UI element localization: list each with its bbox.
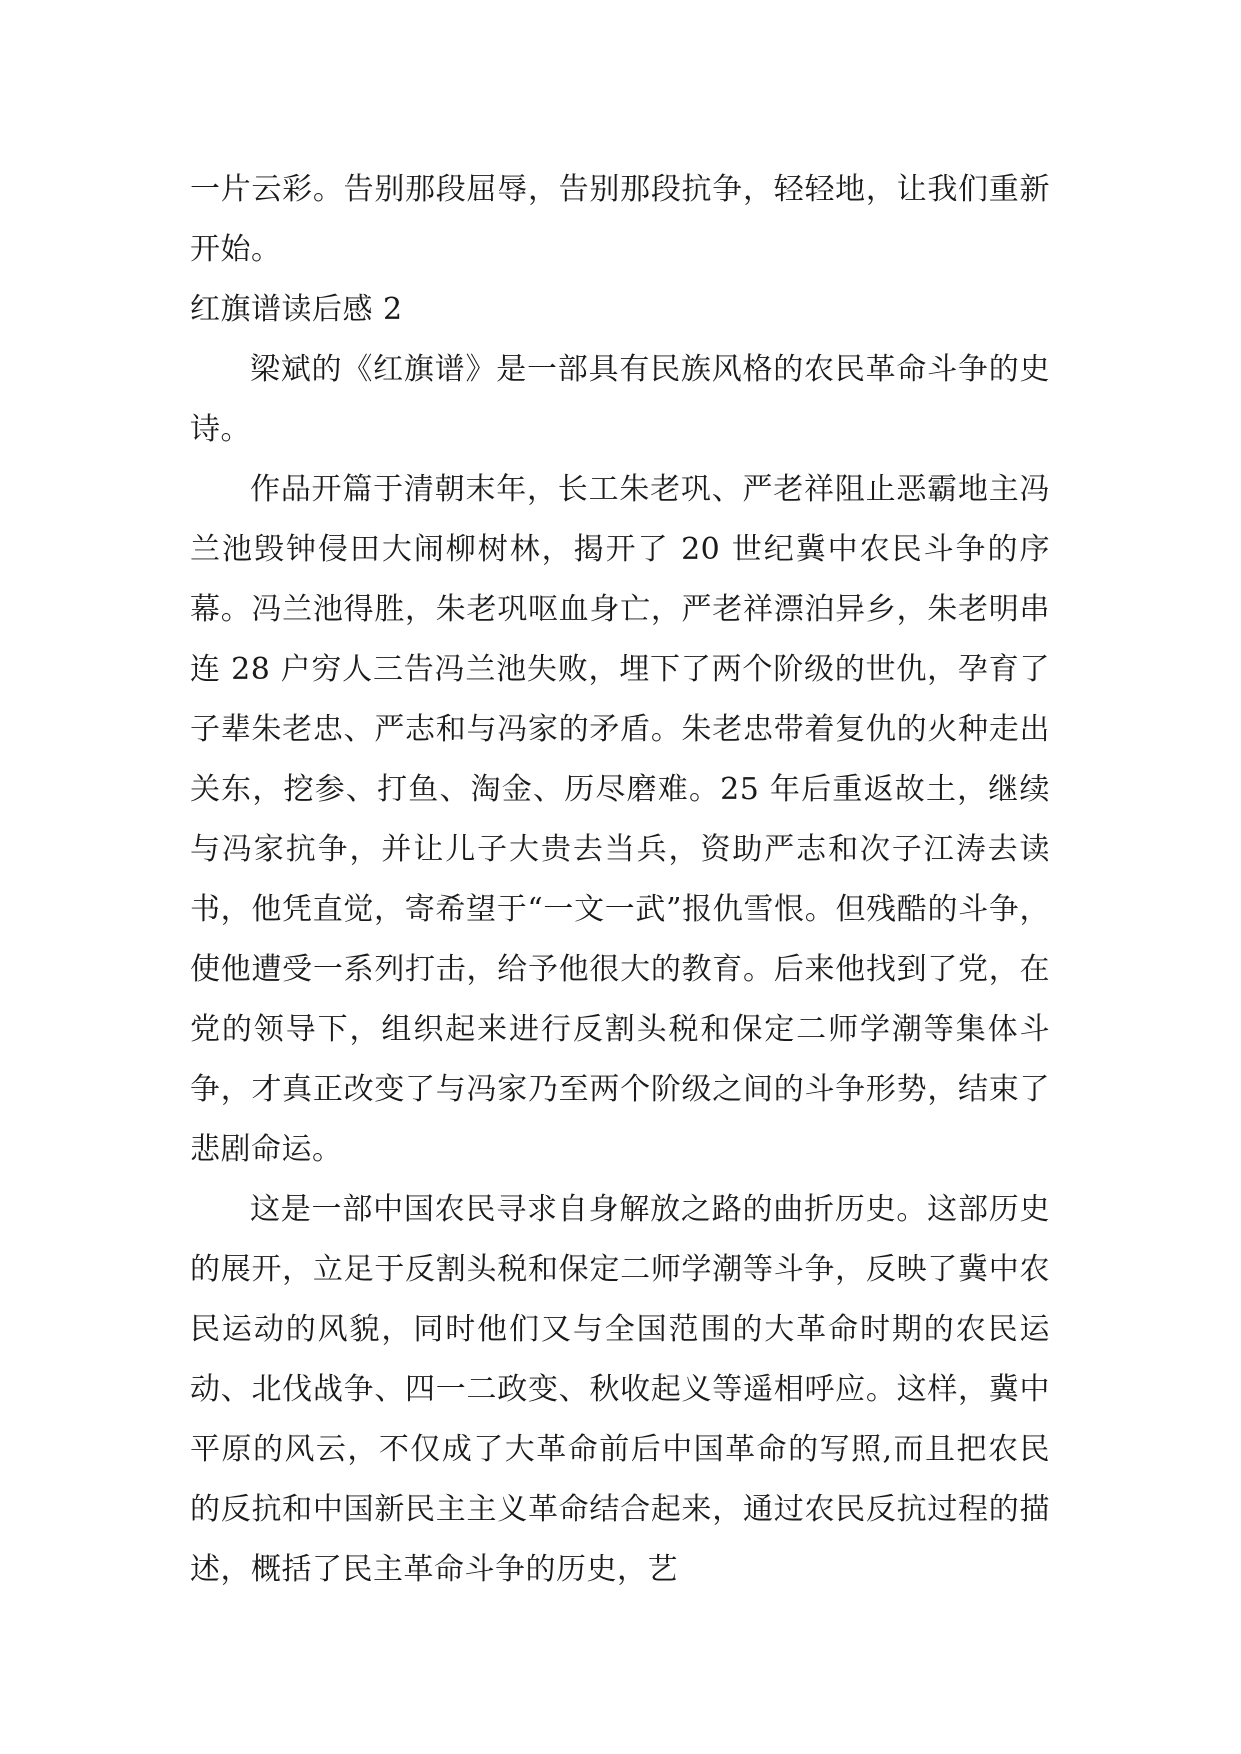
document-page xyxy=(190,160,1050,1600)
continuation-paragraph: 一片云彩。告别那段屈辱，告别那段抗争，轻轻地，让我们重新开始。 xyxy=(190,172,1050,267)
body-paragraph-3: 这是一部中国农民寻求自身解放之路的曲折历史。这部历史的展开，立足于反割头税和保定二师学潮等斗争，反映了冀中农民运动的风貌，同时他们又与全国范围的大革命时期的农民运动、北伐战争、四一二政变、秋收起义等遥相呼应。这样，冀中平原的风云，不仅成了大革命前后中国革命的写照,而且把农民的反抗和中国新民主主义革命结合起来，通过农民反抗过程的描述，概括了民主革命斗争的历史，艺 xyxy=(190,1192,1050,1587)
body-paragraph-2: 作品开篇于清朝末年，长工朱老巩、严老祥阻止恶霸地主冯兰池毁钟侵田大闹柳树林，揭开了 20 世纪冀中农民斗争的序幕。冯兰池得胜，朱老巩呕血身亡，严老祥漂泊异乡，朱老明串连 28 户穷人三告冯兰池失败，埋下了两个阶级的世仇，孕育了子辈朱老忠、严志和与冯家的矛盾。朱老忠带着复仇的火种走出关东，挖参、打鱼、淘金、历尽磨难。25 年后重返故土，继续与冯家抗争，并让儿子大贵去当兵，资助严志和次子江涛去读书，他凭直觉，寄希望于“一文一武”报仇雪恨。但残酷的斗争，使他遭受一系列打击，给予他很大的教育。后来他找到了党，在党的领导下，组织起来进行反割头税和保定二师学潮等集体斗争，才真正改变了与冯家乃至两个阶级之间的斗争形势，结束了悲剧命运。 xyxy=(190,472,1050,1167)
body-paragraph-1: 梁斌的《红旗谱》是一部具有民族风格的农民革命斗争的史诗。 xyxy=(190,352,1050,447)
section-title: 红旗谱读后感 2 xyxy=(190,292,403,327)
